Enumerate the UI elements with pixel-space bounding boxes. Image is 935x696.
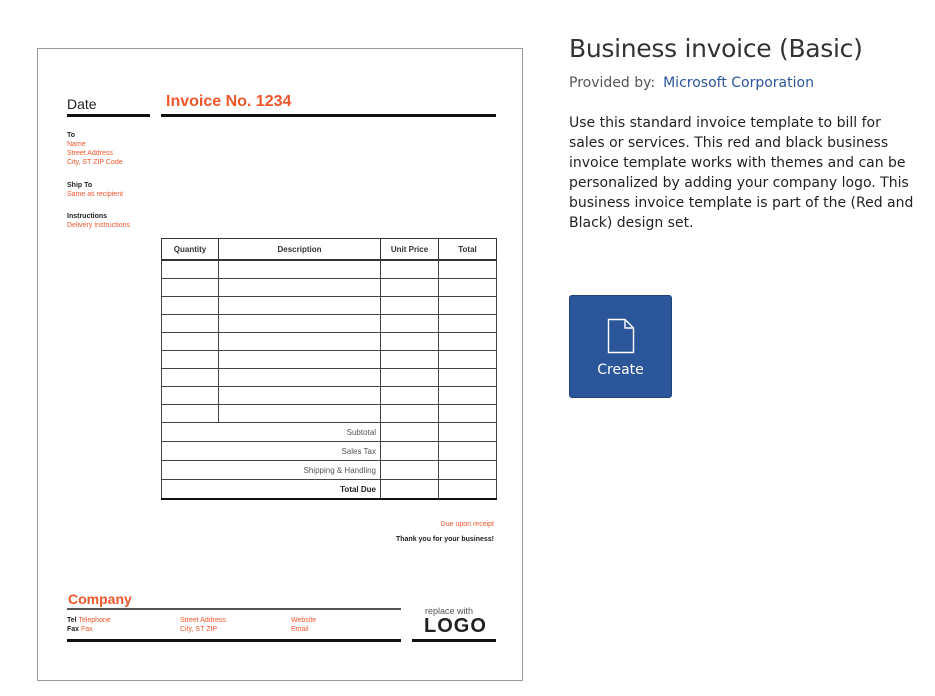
col-total: Total	[439, 239, 497, 261]
company-rule	[67, 608, 401, 610]
footer-email: Email	[291, 626, 309, 633]
fax-value: Fax	[81, 626, 93, 633]
shipping-row	[162, 461, 497, 480]
table-row	[162, 387, 497, 405]
shipping-label: Shipping & Handling	[162, 461, 381, 480]
create-button[interactable]	[569, 295, 672, 398]
col-description: Description	[219, 239, 381, 261]
document-icon	[607, 318, 635, 358]
date-label: Date	[67, 96, 97, 112]
create-label: Create	[597, 362, 644, 378]
instructions-heading: Instructions	[67, 213, 108, 220]
footer-web	[291, 616, 316, 634]
table-row	[162, 315, 497, 333]
col-unit-price: Unit Price	[381, 239, 439, 261]
to-name: Name	[67, 141, 86, 148]
subtotal-row	[162, 423, 497, 442]
to-street: Street Address	[67, 150, 113, 157]
invoice-document	[38, 49, 522, 680]
provided-by	[569, 75, 814, 91]
total-due-label: Total Due	[162, 480, 381, 500]
table-header	[162, 239, 497, 261]
ship-to-line: Same as recipient	[67, 191, 124, 198]
date-rule	[67, 114, 150, 117]
logo-caption: replace with	[425, 606, 474, 616]
template-preview	[37, 48, 523, 681]
line-items-table	[161, 238, 497, 500]
company-name: Company	[68, 591, 132, 607]
provided-by-label: Provided by:	[569, 75, 656, 91]
ship-to-block	[67, 181, 123, 199]
template-description: Use this standard invoice template to bill for sales or services. This red and black business invoice template works with themes and can be personalized by adding your company logo. This business invoice template is part of the (Red and Black) design set.	[569, 115, 914, 231]
tel-value: Telephone	[78, 617, 111, 624]
to-block	[67, 131, 123, 167]
table-row	[162, 369, 497, 387]
ship-to-heading: Ship To	[67, 182, 93, 189]
table-row	[162, 333, 497, 351]
footer-website: Website	[291, 617, 317, 624]
footer-address	[180, 616, 226, 634]
footer-city: City, ST ZIP	[180, 626, 218, 633]
table-row	[162, 297, 497, 315]
table-row	[162, 351, 497, 369]
instructions-block	[67, 212, 130, 230]
table-row	[162, 279, 497, 297]
logo-placeholder: LOGO	[424, 615, 487, 637]
invoice-title-rule	[161, 114, 496, 117]
template-title: Business invoice (Basic)	[569, 34, 863, 63]
footer-rule	[67, 639, 401, 642]
to-city: City, ST ZIP Code	[67, 159, 123, 166]
total-due-row	[162, 480, 497, 500]
fax-label: Fax	[67, 626, 80, 633]
logo-rule	[412, 639, 496, 642]
sales-tax-row	[162, 442, 497, 461]
thanks-note: Thank you for your business!	[395, 536, 494, 543]
provider-link[interactable]: Microsoft Corporation	[663, 75, 814, 91]
table-row	[162, 260, 497, 279]
instructions-line: Delivery Instructions	[67, 222, 131, 229]
sales-tax-label: Sales Tax	[162, 442, 381, 461]
footer-phone	[67, 616, 111, 634]
col-quantity: Quantity	[162, 239, 219, 261]
table-row	[162, 405, 497, 423]
to-heading: To	[67, 132, 76, 139]
footer-street: Street Address	[180, 617, 226, 624]
subtotal-label: Subtotal	[162, 423, 381, 442]
due-note: Due upon receipt	[440, 521, 494, 528]
invoice-title: Invoice No. 1234	[166, 93, 292, 110]
tel-label: Tel	[67, 617, 77, 624]
